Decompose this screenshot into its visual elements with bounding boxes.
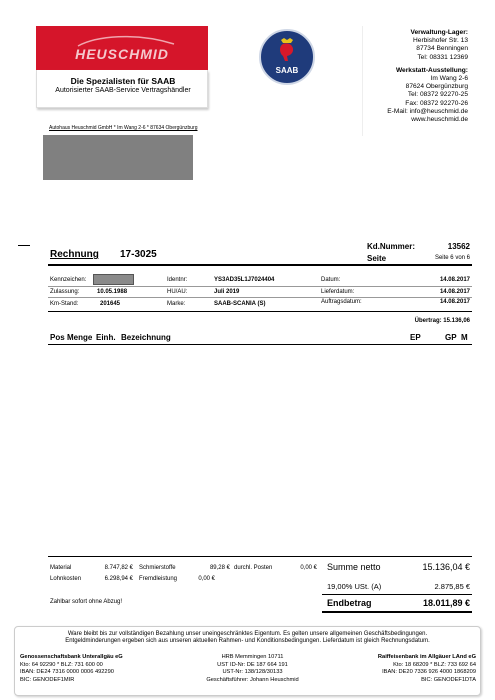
col-m: M [461, 333, 468, 342]
griffin-icon [275, 37, 299, 63]
recipient-address-redacted [43, 135, 193, 180]
specialist-banner [36, 70, 208, 108]
totals-divider [48, 556, 472, 557]
vehicle-divider [48, 311, 472, 312]
durchl-posten-label: durchl. Posten [234, 565, 273, 571]
sender-line: Autohaus Heuschmid GmbH * Im Wang 2-6 * 87634 Obergünzburg [49, 125, 198, 131]
bank1-kto: Kto: 64 92290 * BLZ: 731 600 00 [20, 661, 103, 668]
zulassung-label: Zulassung: [50, 289, 80, 295]
bank1-info [20, 654, 170, 684]
saab-text: SAAB [275, 66, 299, 75]
fold-mark [18, 245, 30, 246]
heuschmid-logo [36, 26, 208, 70]
identnr-label: Identnr: [167, 277, 188, 283]
title-divider [48, 264, 472, 266]
col-menge: Menge [67, 333, 93, 342]
vehicle-divider [48, 297, 472, 298]
endbetrag-value: 18.011,89 € [422, 598, 470, 608]
datum-value: 14.08.2017 [439, 277, 470, 283]
website: www.heuschmid.de [411, 116, 468, 124]
werkstatt-tel: Tel: 08372 92270-25 [407, 91, 468, 99]
footer-terms-line2: Entgeldminderungen ergeben sich aus unseren aktuellen Rahmen- und Konditionsbedingungen. Lieferdatum ist gleich Rechnungsdatum. [65, 638, 430, 645]
material-label: Material [50, 565, 72, 571]
bank2-info [328, 654, 476, 684]
ust-label: 19,00% USt. (A) [327, 582, 382, 591]
werkstatt-title: Werkstatt-Ausstellung: [395, 66, 468, 74]
payment-note: Zahlbar sofort ohne Abzug! [50, 599, 123, 605]
bank2-iban: IBAN: DE20 7336 926 4000 1868209 [382, 669, 476, 675]
schmierstoffe-label: Schmierstoffe [139, 565, 176, 571]
ust-nr: UST-Nr: 138/128/30133 [222, 669, 283, 675]
huau-value: Juli 2019 [214, 289, 240, 295]
schmierstoffe-value: 89,28 € [209, 565, 230, 571]
customer-number-label: Kd.Nummer: [367, 242, 416, 251]
bank2-name: Raiffeisenbank im Allgäuer LAnd eG [377, 654, 476, 660]
bank1-name: Genossenschaftsbank Unterallgäu eG [20, 654, 123, 660]
auftragsdatum-label: Auftragsdatum: [321, 299, 362, 305]
hrb: HRB Memmingen 10711 [221, 654, 284, 660]
endbetrag-label: Endbetrag [327, 598, 372, 608]
werkstatt-city: 87624 Obergünzburg [405, 83, 468, 91]
bank1-bic: BIC: GENODEF1MIR [20, 676, 75, 683]
email-address: E-Mail: info@heuschmid.de [387, 107, 468, 115]
col-einh: Einh. [96, 333, 116, 342]
bank1-iban: IBAN: DE24 7316 0000 0006 492290 [20, 669, 114, 675]
bank2-kto: Kto: 18 68209 * BLZ: 733 692 64 [393, 661, 476, 668]
datum-label: Datum: [321, 277, 341, 283]
company-registry [180, 654, 325, 684]
col-pos: Pos [50, 333, 65, 342]
invoice-title: Rechnung [50, 249, 99, 260]
lager-tel: Tel: 08331 12369 [417, 53, 468, 61]
lieferdatum-label: Lieferdatum: [321, 289, 355, 295]
lieferdatum-value: 14.08.2017 [439, 289, 470, 295]
huau-label: HU/AU: [167, 289, 188, 295]
col-bezeichnung: Bezeichnung [121, 333, 171, 342]
saab-logo [259, 29, 315, 85]
fremdleistung-label: Fremdleistung [139, 576, 178, 582]
customer-number: 13562 [447, 242, 470, 251]
carry-over: Übertrag: 15.136,06 [414, 318, 470, 324]
specialist-subtitle: Autorisierter SAAB-Service Vertragshändler [55, 87, 191, 94]
endbetrag-underline [322, 611, 472, 613]
company-address [362, 26, 472, 136]
lager-city: 87734 Benningen [416, 45, 468, 53]
kmstand-value: 201645 [100, 301, 121, 307]
endbetrag-divider [322, 594, 472, 595]
werkstatt-street: Im Wang 2-6 [430, 75, 468, 83]
invoice-number: 17-3025 [120, 249, 157, 260]
page-label: Seite [367, 254, 387, 263]
zulassung-value: 10.05.1988 [97, 289, 128, 295]
page-number: Seite 6 von 6 [434, 255, 470, 261]
positions-header [48, 330, 472, 344]
col-ep: EP [410, 333, 421, 342]
ust-id: UST ID-Nr: DE 187 664 191 [217, 661, 288, 668]
kennzeichen-label: Kennzeichen: [50, 277, 87, 283]
lohnkosten-label: Lohnkosten [50, 576, 82, 582]
kmstand-label: Km-Stand: [50, 301, 79, 307]
kennzeichen-redacted [93, 274, 134, 285]
werkstatt-fax: Fax: 08372 92270-26 [405, 99, 468, 107]
auftragsdatum-value: 14.08.2017 [439, 299, 470, 305]
specialist-title: Die Spezialisten für SAAB [70, 76, 176, 86]
vehicle-divider [48, 286, 472, 287]
logo-text: HEUSCHMID [75, 46, 169, 62]
marke-value: SAAB-SCANIA (S) [214, 301, 266, 307]
lager-street: Herbishofer Str. 13 [413, 37, 468, 45]
lohnkosten-value: 6.298,94 € [104, 576, 133, 582]
durchl-posten-value: 0,00 € [300, 565, 317, 571]
footer-terms-line1: Ware bleibt bis zur vollständigen Bezahlung unser uneingeschränktes Eigentum. Es gelten unsere allgemeinen Geschäftsbedingungen. [67, 631, 428, 637]
col-gp: GP [445, 333, 457, 342]
identnr-value: YS3AD35L1J7024404 [214, 277, 275, 283]
material-value: 8.747,82 € [104, 565, 133, 571]
bank2-bic: BIC: GENODEF1DTA [421, 676, 476, 683]
summe-netto-value: 15.136,04 € [422, 562, 470, 572]
fremdleistung-value: 0,00 € [198, 576, 215, 582]
marke-label: Marke: [167, 301, 186, 307]
ust-value: 2.875,85 € [434, 582, 470, 591]
footer-terms [20, 631, 475, 646]
managing-director: Geschäftsführer: Johann Heuschmid [206, 676, 299, 683]
lager-title: Verwaltung-Lager: [410, 29, 468, 36]
summe-netto-label: Summe netto [327, 562, 381, 572]
positions-divider [48, 344, 472, 345]
